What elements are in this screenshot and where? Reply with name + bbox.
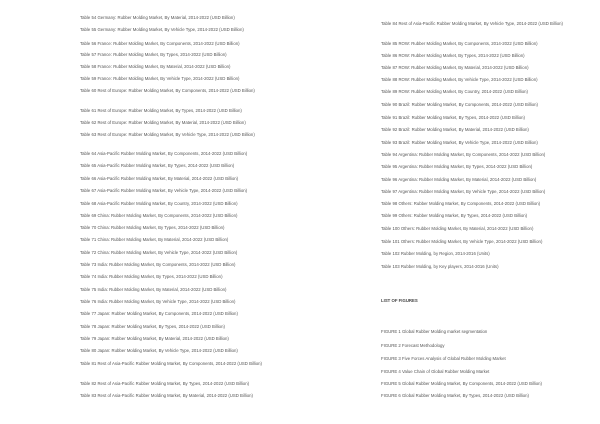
table-list-item: Table 74 India: Rubber Molding Market, By Types, 2014-2022 (USD Billion): [80, 274, 223, 279]
table-list-item: Table 77 Japan: Rubber Molding Market, By Components, 2014-2022 (USD Billion): [80, 311, 238, 316]
figure-list-item: FIGURE 5 Global Rubber Molding Market, By Components, 2014-2022 (USD Billion): [381, 381, 542, 386]
table-list-item: Table 89 ROW: Rubber Molding Market, By Country, 2014-2022 (USD Billion): [381, 89, 528, 94]
table-list-item: Table 92 Brazil: Rubber Molding Market, By Material, 2014-2022 (USD Billion): [381, 127, 529, 132]
table-list-item: Table 70 China: Rubber Molding Market, By Types, 2014-2022 (USD Billion): [80, 225, 225, 230]
table-list-item: Table 76 India: Rubber Molding Market, By Vehicle Type, 2014-2022 (USD Billion): [80, 299, 236, 304]
table-list-item: Table 96 Argentina: Rubber Molding Market, By Material, 2014-2022 (USD Billion): [381, 177, 537, 182]
table-list-item: Table 90 Brazil: Rubber Molding Market, By Components, 2014-2022 (USD Billion): [381, 102, 538, 107]
figure-list-item: FIGURE 2 Forecast Methodology: [381, 343, 445, 348]
table-list-item: Table 87 ROW: Rubber Molding Market, By Material, 2014-2022 (USD Billion): [381, 65, 529, 70]
table-list-item: Table 73 India: Rubber Molding Market, By Components, 2014-2022 (USD Billion): [80, 262, 236, 267]
table-list-item: Table 79 Japan: Rubber Molding Market, By Material, 2014-2022 (USD Billion): [80, 336, 229, 341]
figure-list-item: FIGURE 3 Five Forces Analysis of Global Rubber Molding Market: [381, 356, 506, 361]
table-list-item: Table 72 China: Rubber Molding Market, By Vehicle Type, 2014-2022 (USD Billion): [80, 250, 238, 255]
table-list-item: Table 56 France: Rubber Molding Market, By Components, 2014-2022 (USD Billion): [80, 41, 240, 46]
table-list-item: Table 93 Brazil: Rubber Molding Market, By Vehicle Type, 2014-2022 (USD Billion): [381, 140, 538, 145]
figure-list-item: FIGURE 1 Global Rubber Molding market segmentation: [381, 329, 488, 334]
table-list-item: Table 58 France: Rubber Molding Market, By Material, 2014-2022 (USD Billion): [80, 64, 231, 69]
table-list-item: Table 60 Rest of Europe: Rubber Molding Market, By Components, 2014-2022 (USD Billion): [80, 88, 255, 93]
table-list-item: Table 63 Rest of Europe: Rubber Molding Market, By Vehicle Type, 2014-2022 (USD Billion): [80, 132, 255, 137]
table-list-item: Table 54 Germany: Rubber Molding Market, By Material, 2014-2022 (USD Billion): [80, 15, 235, 20]
table-list-item: Table 83 Rest of Asia-Pacific Rubber Molding Market, By Material, 2014-2022 (USD Billion): [80, 393, 253, 398]
table-list-item: Table 94 Argentina: Rubber Molding Market, By Components, 2014-2022 (USD Billion): [381, 152, 546, 157]
table-list-item: Table 102 Rubber Molding, by Region, 2014-2016 (Units): [381, 251, 490, 256]
table-list-item: Table 66 Asia-Pacific Rubber Molding Market, By Material, 2014-2022 (USD Billion): [80, 176, 239, 181]
table-list-item: Table 78 Japan: Rubber Molding Market, By Types, 2014-2022 (USD Billion): [80, 324, 225, 329]
table-list-item: Table 82 Rest of Asia-Pacific Rubber Molding Market, By Types, 2014-2022 (USD Billion): [80, 381, 250, 386]
table-list-item: Table 84 Rest of Asia-Pacific Rubber Molding Market, By Vehicle Type, 2014-2022 (USD Billion): [381, 21, 563, 26]
table-list-item: Table 75 India: Rubber Molding Market, By Material, 2014-2022 (USD Billion): [80, 287, 227, 292]
table-list-item: Table 64 Asia-Pacific Rubber Molding Market, By Components, 2014-2022 (USD Billion): [80, 151, 248, 156]
table-list-item: Table 101 Others: Rubber Molding Market, By Vehicle Type, 2014-2022 (USD Billion): [381, 239, 543, 244]
table-list-item: Table 103 Rubber Molding, by Key players, 2014-2016 (Units): [381, 264, 499, 269]
table-list-item: Table 97 Argentina: Rubber Molding Market, By Vehicle Type, 2014-2022 (USD Billion): [381, 189, 546, 194]
table-list-item: Table 67 Asia-Pacific Rubber Molding Market, By Vehicle Type, 2014-2022 (USD Billion): [80, 188, 248, 193]
table-list-item: Table 86 ROW: Rubber Molding Market, By Types, 2014-2022 (USD Billion): [381, 53, 525, 58]
table-list-item: Table 80 Japan: Rubber Molding Market, By Vehicle Type, 2014-2022 (USD Billion): [80, 348, 238, 353]
table-list-item: Table 81 Rest of Asia-Pacific Rubber Molding Market, By Components, 2014-2022 (USD Billion): [80, 361, 262, 366]
table-list-item: Table 91 Brazil: Rubber Molding Market, By Types, 2014-2022 (USD Billion): [381, 115, 525, 120]
table-list-item: Table 55 Germany: Rubber Molding Market, By Vehicle Type, 2014-2022 (USD Billion): [80, 27, 244, 32]
table-list-item: Table 98 Others: Rubber Molding Market, By Components, 2014-2022 (USD Billion): [381, 201, 541, 206]
table-list-item: Table 68 Asia-Pacific Rubber Molding Market, By Country, 2014-2022 (USD Billion): [80, 201, 238, 206]
table-list-item: Table 65 Asia-Pacific Rubber Molding Market, By Types, 2014-2022 (USD Billion): [80, 163, 235, 168]
table-list-item: Table 85 ROW: Rubber Molding Market, By Components, 2014-2022 (USD Billion): [381, 41, 538, 46]
table-list-item: Table 95 Argentina: Rubber Molding Market, By Types, 2014-2022 (USD Billion): [381, 164, 533, 169]
table-list-item: Table 61 Rest of Europe: Rubber Molding Market, By Types, 2014-2022 (USD Billion): [80, 108, 242, 113]
list-of-figures-heading: LIST OF FIGURES: [381, 298, 418, 303]
table-list-item: Table 88 ROW: Rubber Molding Market, By Vehicle Type, 2014-2022 (USD Billion): [381, 77, 538, 82]
table-list-item: Table 100 Others: Rubber Molding Market, By Material, 2014-2022 (USD Billion): [381, 226, 534, 231]
table-list-item: Table 62 Rest of Europe: Rubber Molding Market, By Material, 2014-2022 (USD Billion): [80, 120, 246, 125]
table-list-item: Table 69 China: Rubber Molding Market, By Components, 2014-2022 (USD Billion): [80, 213, 238, 218]
table-list-item: Table 99 Others: Rubber Molding Market, By Types, 2014-2022 (USD Billion): [381, 213, 528, 218]
figure-list-item: FIGURE 4 Value Chain of Global Rubber Molding Market: [381, 369, 490, 374]
table-list-item: Table 71 China: Rubber Molding Market, By Material, 2014-2022 (USD Billion): [80, 237, 229, 242]
figure-list-item: FIGURE 6 Global Rubber Molding Market, By Types, 2014-2022 (USD Billion): [381, 393, 529, 398]
table-list-item: Table 57 France: Rubber Molding Market, By Types, 2014-2022 (USD Billion): [80, 52, 227, 57]
table-list-item: Table 59 France: Rubber Molding Market, By Vehicle Type, 2014-2022 (USD Billion): [80, 76, 240, 81]
